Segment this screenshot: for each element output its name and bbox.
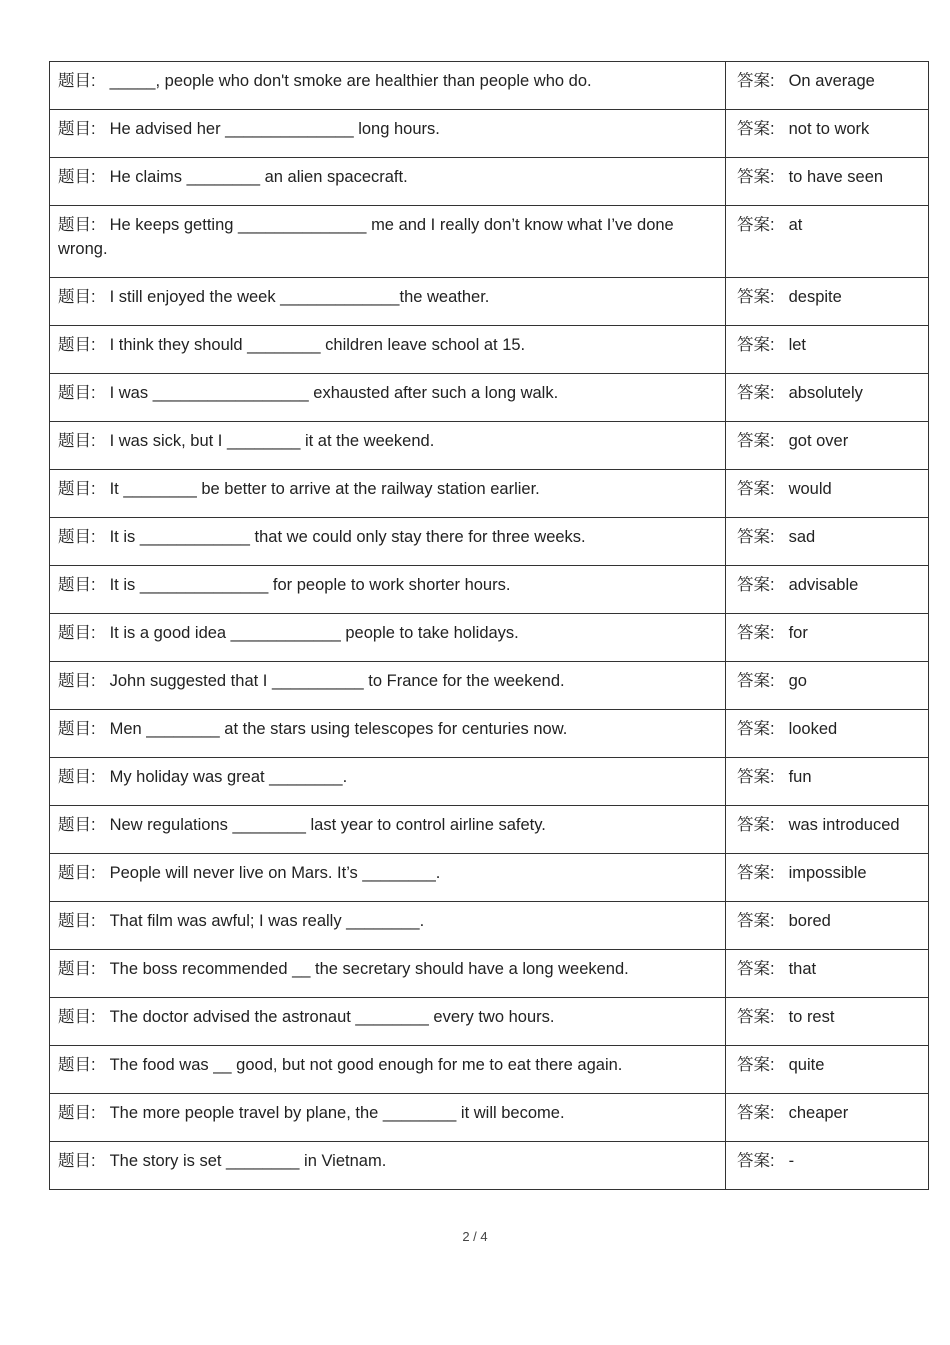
question-cell — [50, 518, 726, 566]
question-text: It is a good idea ____________ people to take holidays. — [109, 624, 519, 642]
question-cell — [50, 62, 726, 110]
answer-cell — [726, 62, 929, 110]
answer-cell — [726, 1046, 929, 1094]
question-cell — [50, 950, 726, 998]
table-row — [50, 158, 929, 206]
answer-text: cheaper — [788, 1104, 849, 1122]
question-cell — [50, 374, 726, 422]
answer-label: 答案: — [737, 624, 775, 642]
answer-text: that — [788, 960, 817, 978]
answer-text: for — [788, 624, 808, 642]
table-row — [50, 710, 929, 758]
question-cell — [50, 758, 726, 806]
table-row — [50, 422, 929, 470]
answer-label: 答案: — [737, 216, 775, 234]
question-label: 题目: — [58, 1056, 96, 1074]
answer-text: advisable — [788, 576, 859, 594]
question-cell — [50, 110, 726, 158]
question-text: John suggested that I __________ to France for the weekend. — [109, 672, 565, 690]
answer-text: got over — [788, 432, 849, 450]
question-text: New regulations ________ last year to control airline safety. — [109, 816, 546, 834]
answer-label: 答案: — [737, 1152, 775, 1170]
answer-text: bored — [788, 912, 831, 930]
question-text: I think they should ________ children leave school at 15. — [109, 336, 526, 354]
answer-label: 答案: — [737, 960, 775, 978]
question-label: 题目: — [58, 384, 96, 402]
question-text: The food was __ good, but not good enough for me to eat there again. — [109, 1056, 623, 1074]
answer-cell — [726, 998, 929, 1046]
answer-cell — [726, 662, 929, 710]
question-text: The doctor advised the astronaut ________ every two hours. — [109, 1008, 555, 1026]
answer-text: fun — [788, 768, 812, 786]
table-row — [50, 854, 929, 902]
question-label: 题目: — [58, 480, 96, 498]
question-cell — [50, 806, 726, 854]
table-row — [50, 1046, 929, 1094]
answer-text: On average — [788, 72, 875, 90]
question-text: I still enjoyed the week _____________the weather. — [109, 288, 490, 306]
question-cell — [50, 206, 726, 278]
question-cell — [50, 902, 726, 950]
answer-label: 答案: — [737, 1104, 775, 1122]
page-number: 2 / 4 — [462, 1229, 488, 1244]
answer-text: despite — [788, 288, 842, 306]
answer-label: 答案: — [737, 384, 775, 402]
question-label: 题目: — [58, 720, 96, 738]
answer-label: 答案: — [737, 72, 775, 90]
table-row — [50, 950, 929, 998]
table-row — [50, 662, 929, 710]
question-cell — [50, 326, 726, 374]
question-cell — [50, 854, 726, 902]
qa-table-body — [50, 62, 929, 1190]
answer-cell — [726, 470, 929, 518]
question-cell — [50, 662, 726, 710]
answer-cell — [726, 278, 929, 326]
question-label: 题目: — [58, 336, 96, 354]
question-text: The story is set ________ in Vietnam. — [109, 1152, 387, 1170]
question-text: Men ________ at the stars using telescopes for centuries now. — [109, 720, 568, 738]
answer-cell — [726, 158, 929, 206]
answer-text: was introduced — [788, 816, 900, 834]
question-cell — [50, 1142, 726, 1190]
answer-cell — [726, 758, 929, 806]
question-text: _____, people who don't smoke are healthier than people who do. — [109, 72, 592, 90]
answer-text: absolutely — [788, 384, 863, 402]
answer-text: to have seen — [788, 168, 884, 186]
answer-text: impossible — [788, 864, 867, 882]
answer-cell — [726, 854, 929, 902]
question-label: 题目: — [58, 768, 96, 786]
question-label: 题目: — [58, 1152, 96, 1170]
question-text: He claims ________ an alien spacecraft. — [109, 168, 408, 186]
answer-text: looked — [788, 720, 838, 738]
table-row — [50, 998, 929, 1046]
table-row — [50, 758, 929, 806]
answer-text: - — [788, 1152, 795, 1170]
table-row — [50, 614, 929, 662]
answer-cell — [726, 518, 929, 566]
answer-cell — [726, 326, 929, 374]
question-cell — [50, 422, 726, 470]
question-label: 题目: — [58, 816, 96, 834]
table-row — [50, 1094, 929, 1142]
question-text: It is ______________ for people to work shorter hours. — [109, 576, 511, 594]
answer-text: to rest — [788, 1008, 835, 1026]
answer-label: 答案: — [737, 720, 775, 738]
answer-cell — [726, 422, 929, 470]
answer-cell — [726, 374, 929, 422]
table-row — [50, 62, 929, 110]
answer-text: at — [788, 216, 803, 234]
question-text: That film was awful; I was really ________. — [109, 912, 425, 930]
question-cell — [50, 998, 726, 1046]
answer-label: 答案: — [737, 576, 775, 594]
answer-text: let — [788, 336, 807, 354]
table-row — [50, 278, 929, 326]
answer-label: 答案: — [737, 336, 775, 354]
question-label: 题目: — [58, 672, 96, 690]
question-cell — [50, 158, 726, 206]
table-row — [50, 326, 929, 374]
question-label: 题目: — [58, 864, 96, 882]
table-row — [50, 518, 929, 566]
table-row — [50, 902, 929, 950]
question-text: The boss recommended __ the secretary should have a long weekend. — [109, 960, 629, 978]
question-text: It ________ be better to arrive at the railway station earlier. — [109, 480, 540, 498]
question-label: 题目: — [58, 168, 96, 186]
answer-cell — [726, 614, 929, 662]
question-text: My holiday was great ________. — [109, 768, 348, 786]
answer-label: 答案: — [737, 1056, 775, 1074]
question-label: 题目: — [58, 576, 96, 594]
question-text: It is ____________ that we could only stay there for three weeks. — [109, 528, 586, 546]
question-label: 题目: — [58, 1104, 96, 1122]
question-label: 题目: — [58, 216, 96, 234]
question-label: 题目: — [58, 120, 96, 138]
table-row — [50, 1142, 929, 1190]
question-text: People will never live on Mars. It’s ________. — [109, 864, 441, 882]
table-row — [50, 374, 929, 422]
question-text: The more people travel by plane, the ________ it will become. — [109, 1104, 565, 1122]
answer-label: 答案: — [737, 528, 775, 546]
question-label: 题目: — [58, 288, 96, 306]
question-label: 题目: — [58, 72, 96, 90]
answer-text: not to work — [788, 120, 870, 138]
answer-label: 答案: — [737, 168, 775, 186]
question-cell — [50, 470, 726, 518]
question-cell — [50, 710, 726, 758]
answer-label: 答案: — [737, 480, 775, 498]
answer-label: 答案: — [737, 912, 775, 930]
answer-label: 答案: — [737, 1008, 775, 1026]
answer-cell — [726, 206, 929, 278]
answer-label: 答案: — [737, 816, 775, 834]
answer-label: 答案: — [737, 120, 775, 138]
answer-label: 答案: — [737, 672, 775, 690]
answer-label: 答案: — [737, 864, 775, 882]
question-text: He keeps getting ______________ me and I really don’t know what I’ve done wrong. — [58, 216, 674, 258]
answer-text: would — [788, 480, 832, 498]
question-label: 题目: — [58, 960, 96, 978]
question-label: 题目: — [58, 1008, 96, 1026]
question-cell — [50, 614, 726, 662]
table-row — [50, 470, 929, 518]
question-text: I was sick, but I ________ it at the weekend. — [109, 432, 435, 450]
table-row — [50, 110, 929, 158]
answer-cell — [726, 902, 929, 950]
answer-label: 答案: — [737, 432, 775, 450]
question-label: 题目: — [58, 432, 96, 450]
answer-text: sad — [788, 528, 816, 546]
question-text: I was _________________ exhausted after such a long walk. — [109, 384, 559, 402]
table-row — [50, 206, 929, 278]
table-row — [50, 806, 929, 854]
answer-cell — [726, 1094, 929, 1142]
answer-cell — [726, 806, 929, 854]
question-cell — [50, 566, 726, 614]
question-label: 题目: — [58, 912, 96, 930]
answer-cell — [726, 110, 929, 158]
answer-text: quite — [788, 1056, 825, 1074]
answer-cell — [726, 1142, 929, 1190]
answer-label: 答案: — [737, 768, 775, 786]
answer-cell — [726, 710, 929, 758]
table-row — [50, 566, 929, 614]
answer-cell — [726, 566, 929, 614]
question-label: 题目: — [58, 624, 96, 642]
question-label: 题目: — [58, 528, 96, 546]
answer-text: go — [788, 672, 807, 690]
question-text: He advised her ______________ long hours. — [109, 120, 440, 138]
answer-label: 答案: — [737, 288, 775, 306]
question-cell — [50, 1094, 726, 1142]
question-cell — [50, 1046, 726, 1094]
question-cell — [50, 278, 726, 326]
qa-table — [49, 61, 929, 1190]
answer-cell — [726, 950, 929, 998]
